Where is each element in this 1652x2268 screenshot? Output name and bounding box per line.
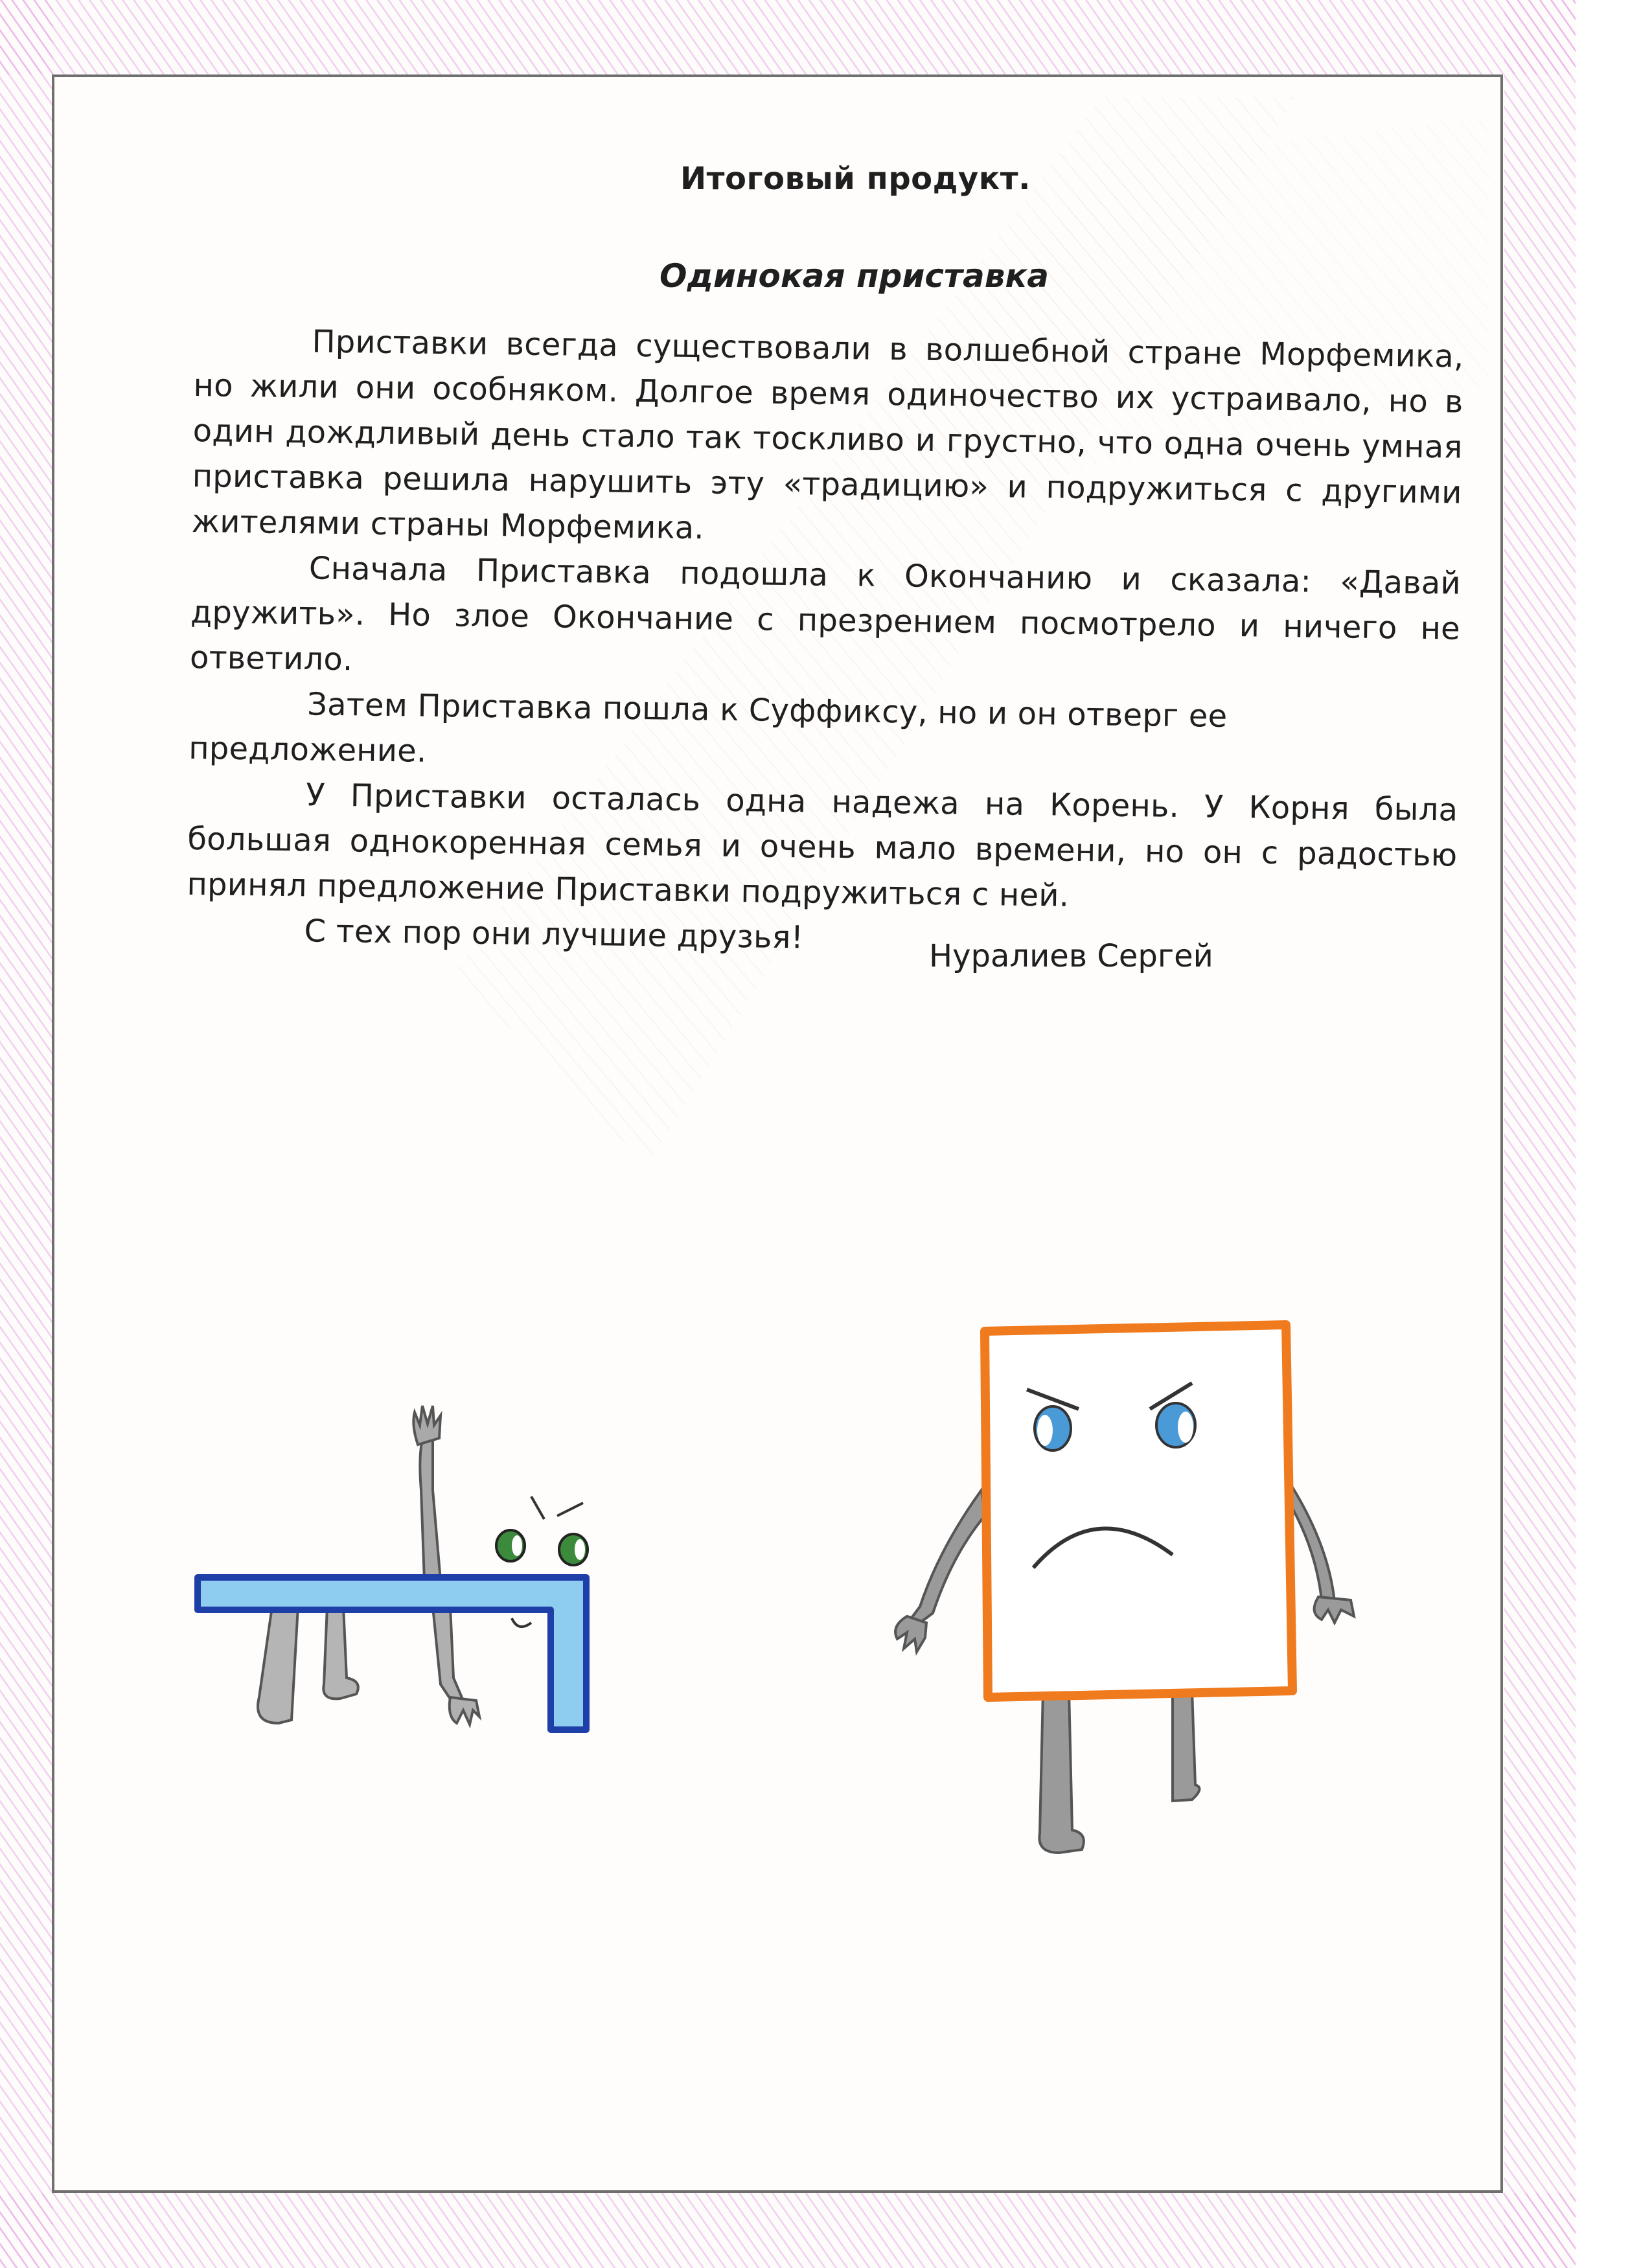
prefix-eye-right-white — [575, 1539, 585, 1560]
prefix-hand-lower — [450, 1697, 479, 1724]
prefix-brow-left — [531, 1496, 544, 1519]
prefix-brow-right — [557, 1503, 583, 1516]
paragraph-2: Сначала Приставка подошла к Окончанию и сказала: «Давай дружить». Но злое Окончание с презрением посмотрело и ничего не ответило. — [189, 550, 1462, 678]
story-title: Одинокая приставка — [660, 257, 1050, 295]
author-signature: Нуралиев Сергей — [929, 938, 1213, 974]
prefix-eye-left-white — [512, 1535, 522, 1556]
prefix-character-drawing — [198, 1406, 588, 1730]
prefix-arm-lower — [433, 1607, 463, 1704]
ending-leg-right — [1173, 1691, 1199, 1801]
ending-eye-right-white — [1178, 1412, 1193, 1443]
prefix-hand-raised — [413, 1406, 441, 1445]
ending-arm-left — [910, 1490, 985, 1623]
paragraph-3: Затем Приставка пошла к Суффиксу, но и он отверг ее предложение. — [188, 686, 1228, 770]
ending-body — [985, 1325, 1292, 1697]
paragraph-1: Приставки всегда существовали в волшебной стране Морфемика, но жили они особняком. Долгое время одиночество их устраивало, но в один дождливый день стало так тоскливо и грустно, что одна очень умная приставка решила нарушить эту «традицию» и подружиться с другими жителями страны Морфемика. — [191, 323, 1464, 547]
prefix-leg-2 — [323, 1607, 358, 1699]
prefix-leg-1 — [258, 1607, 298, 1723]
ending-leg-left — [1039, 1691, 1083, 1853]
ending-hand-left — [895, 1616, 926, 1652]
ending-eye-left-white — [1037, 1415, 1053, 1446]
document-title: Итоговый продукт. — [680, 161, 1031, 197]
paragraph-5: С тех пор они лучшие друзья! — [304, 913, 804, 956]
prefix-mouth — [512, 1618, 531, 1627]
paragraph-4: У Приставки осталась одна надежа на Корень. У Корня была большая однокоренная семья и очень мало времени, но он с радостью принял предложение Приставки подружиться с ней. — [187, 777, 1458, 914]
ending-hand-right — [1314, 1597, 1354, 1623]
prefix-arm-raised — [420, 1432, 441, 1581]
prefix-bar — [198, 1577, 586, 1730]
ending-character-drawing — [895, 1325, 1354, 1853]
